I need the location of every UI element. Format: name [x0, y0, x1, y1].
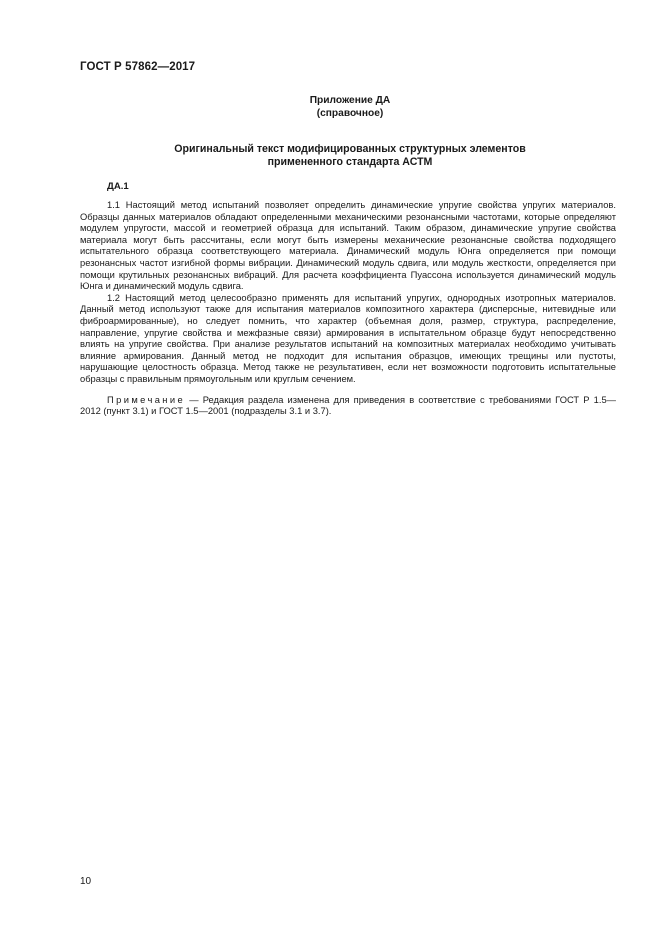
document-title-line-1: Оригинальный текст модифицированных структурных элементов	[174, 143, 526, 155]
paragraph-1-1: 1.1 Настоящий метод испытаний позволяет определить динамические упругие свойства упругих материалов. Образцы данных материалов обладают определенными механическими резонансными частотами, которые определяют модулем упругости, массой и геометрией образца для испытаний. Таким образом, динамические упругие свойства материала могут быть рассчитаны, если могут быть измерены механические резонансные свойства подходящего испытательного образца соответствующего материала. Динамический модуль Юнга определяется при помощи резонансных частот изгибной формы вибрации. Динамический модуль сдвига, или модуль жесткости, определяется при помощи крутильных резонансных вибраций. Для расчета коэффициента Пуассона используется динамический модуль Юнга и динамический модуль сдвига.	[80, 200, 616, 292]
appendix-title: Приложение ДА	[309, 95, 391, 106]
note-label: Примечание	[107, 394, 186, 405]
section-body	[80, 200, 616, 418]
paragraph-1-2: 1.2 Настоящий метод целесообразно применять для испытаний упругих, однородных изотропных материалов. Данный метод используют также для испытания материалов композитного характера (дисперсные, нитевидные или фиброармированные), но следует помнить, что характер (объемная доля, размер, структура, распределение, направление, упругие свойства и межфазные связи) армирования в испытательном образце будут непосредственно влиять на упругие свойства. При анализе результатов испытаний на композитных материалах необходимо учитывать влияние армирования. Данный метод не подходит для испытания образцов, имеющих трещины или пустоты, нарушающие целостность образца. Метод также не результативен, если нет возможности подготовить испытательные образцы с правильным прямоугольным или круглым сечением.	[80, 292, 616, 384]
page-number: 10	[80, 876, 92, 887]
document-title-line-2: примененного стандарта АСТМ	[267, 156, 433, 168]
appendix-subtitle: (справочное)	[316, 108, 384, 119]
note	[80, 395, 616, 418]
note-text: — Редакция раздела изменена для приведения в соответствие с требованиями ГОСТ Р 1.5—2012 (пункт 3.1) и ГОСТ 1.5—2001 (подразделы 3.1 и 3.7).	[80, 394, 616, 417]
section-id: ДА.1	[107, 181, 129, 192]
document-title	[80, 143, 620, 169]
standard-code: ГОСТ Р 57862—2017	[80, 61, 196, 73]
appendix-heading	[80, 94, 620, 120]
